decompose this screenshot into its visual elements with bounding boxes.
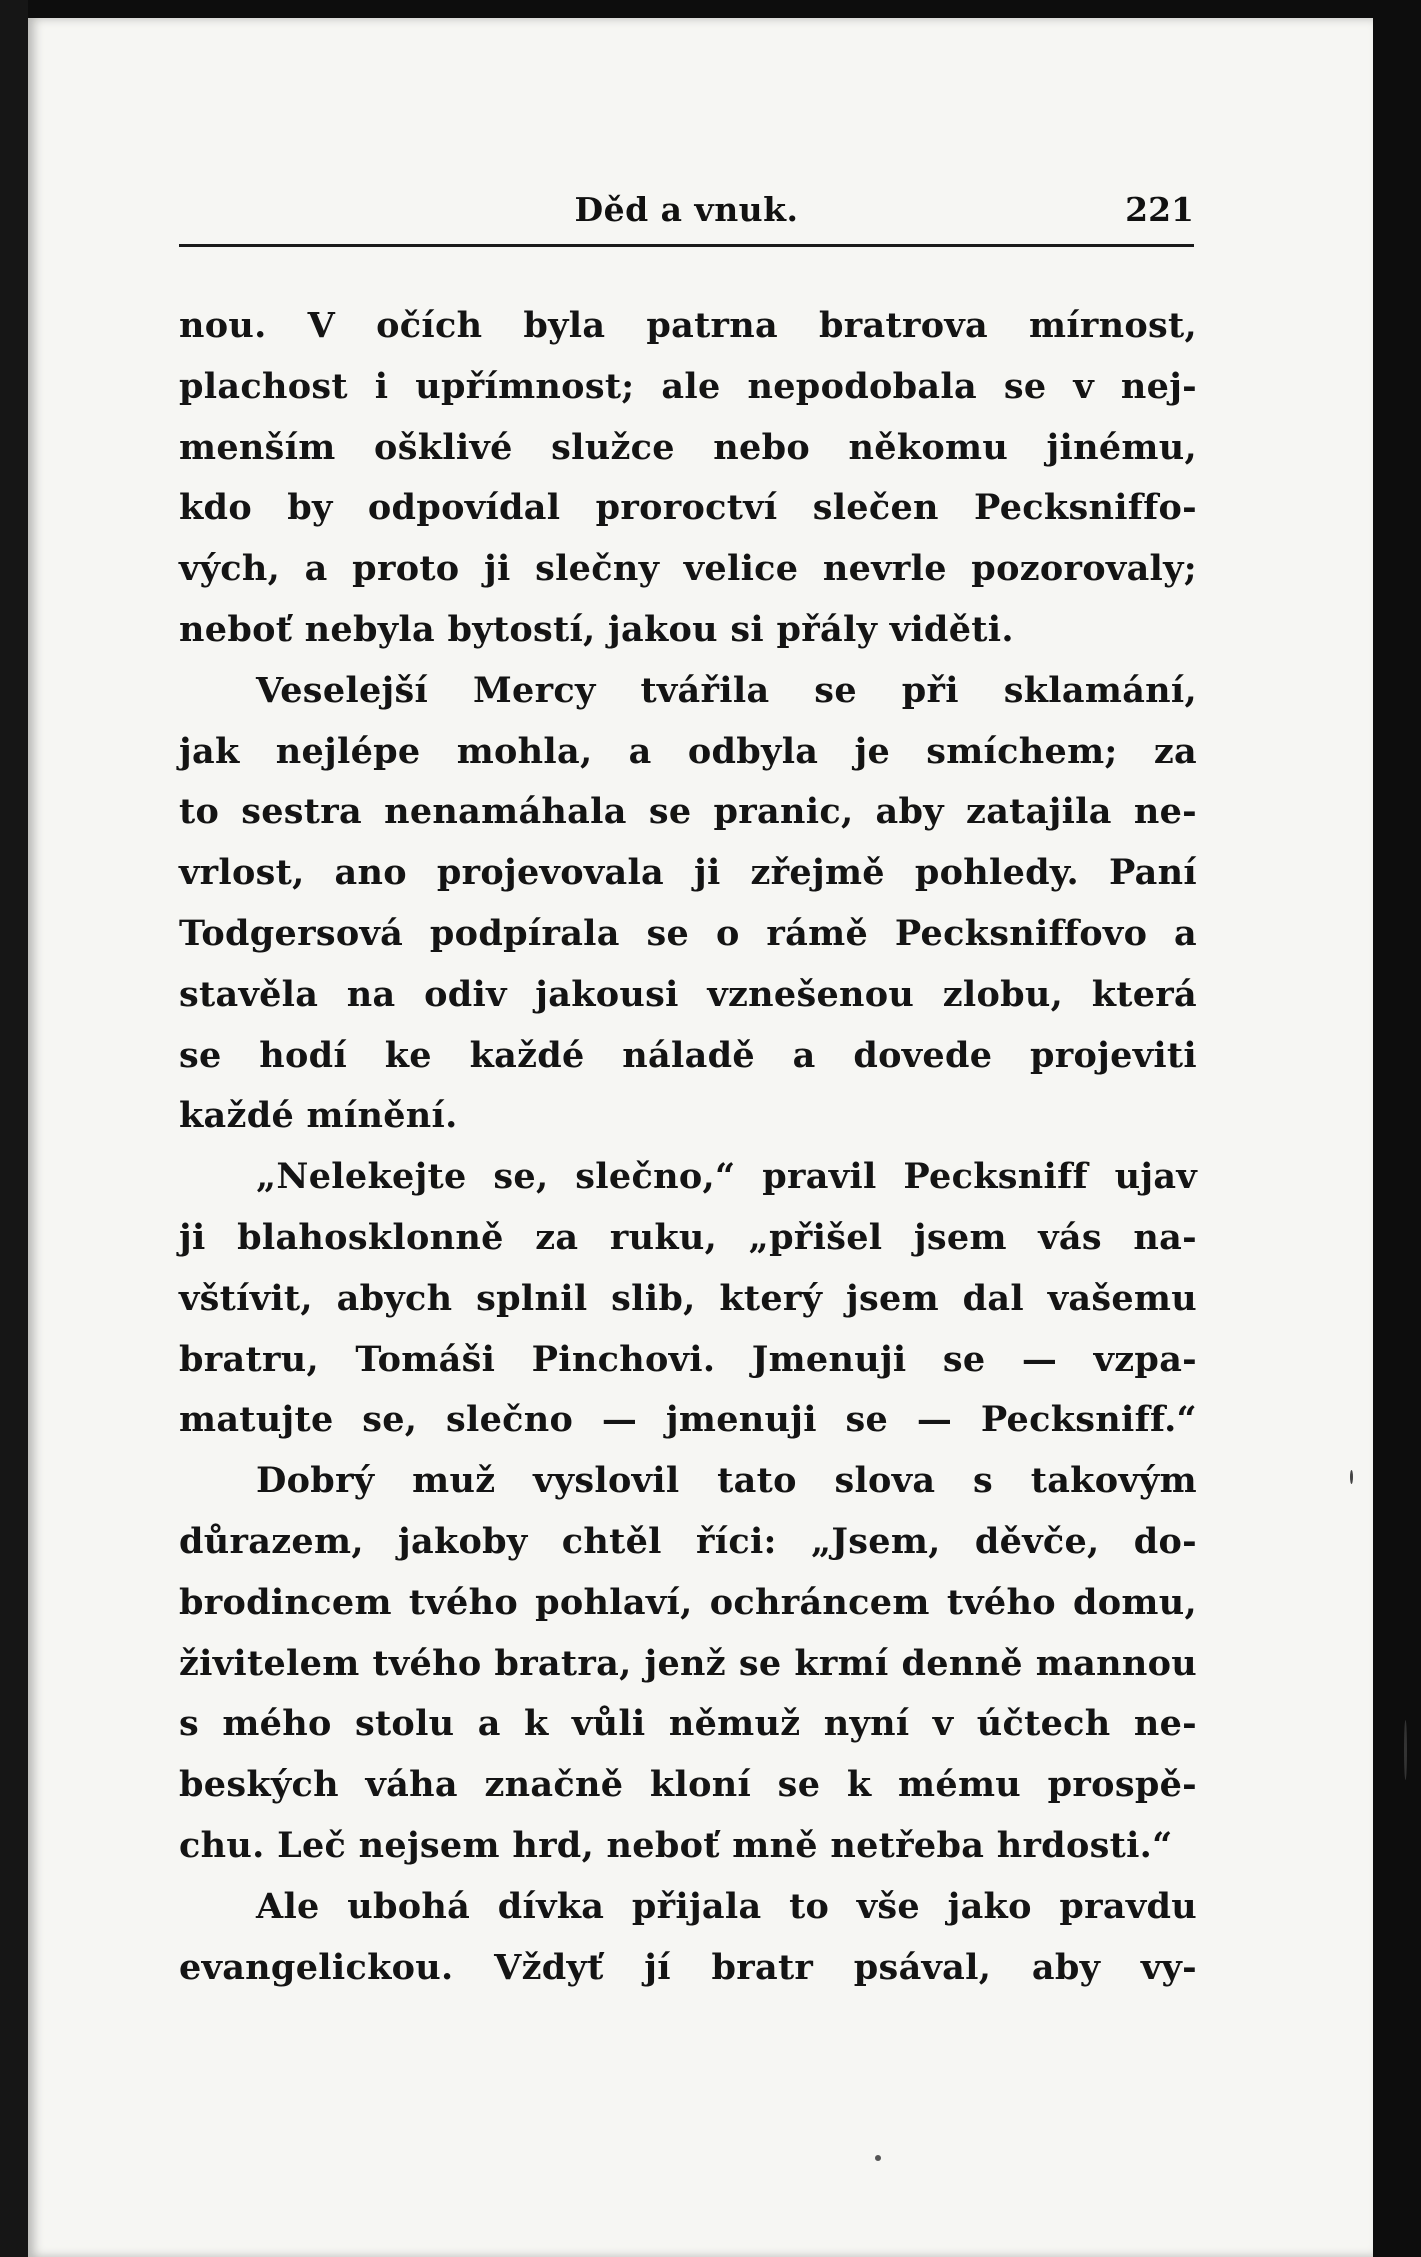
text-line: stavěla na odiv jakousi vznešenou zlobu, která [179,973,1197,1015]
text-line: se hodí ke každé náladě a dovede projeviti [179,1034,1197,1076]
text-line: ji blahosklonně za ruku, „přišel jsem vás na- [179,1216,1197,1258]
text-line: beských váha značně kloní se k mému prospě- [179,1764,1197,1806]
text-line: Veselejší Mercy tvářila se při sklamání, [256,669,1197,711]
page-header [179,172,1194,242]
text-line: Ale ubohá dívka přijala to vše jako pravdu [256,1885,1197,1927]
text-line: „Nelekejte se, slečno,“ pravil Pecksniff ujav [256,1156,1197,1198]
text-line: s mého stolu a k vůli němuž nyní v účtech ne- [179,1703,1197,1745]
text-line: důrazem, jakoby chtěl říci: „Jsem, děvče, do- [179,1520,1197,1562]
text-line: jak nejlépe mohla, a odbyla je smíchem; za [179,730,1197,772]
scan-speck [1350,1470,1353,1484]
page-number: 221 [1125,190,1194,229]
text-line: vých, a proto ji slečny velice nevrle pozorovaly; [179,548,1197,590]
text-line: menším ošklivé služce nebo někomu jinému, [179,426,1197,468]
text-line: každé mínění. [179,1095,458,1137]
text-line: neboť nebyla bytostí, jakou si přály viděti. [179,608,1014,650]
text-line: brodincem tvého pohlaví, ochráncem tvého domu, [179,1581,1197,1623]
text-line: vštívit, abych splnil slib, který jsem dal vašemu [179,1277,1197,1319]
body-text [179,296,1197,1998]
header-rule [179,244,1194,247]
scan-speck [1404,1720,1407,1780]
binding-edge [0,0,28,2257]
text-line: chu. Leč nejsem hrd, neboť mně netřeba hrdosti.“ [179,1824,1173,1866]
scan-speck [875,2155,881,2161]
text-line: plachost i upřímnost; ale nepodobala se v nej- [179,365,1197,407]
text-line: kdo by odpovídal proroctví slečen Pecksniffo- [179,487,1197,529]
text-line: Todgersová podpírala se o rámě Pecksniffovo a [179,912,1197,954]
running-title: Děd a vnuk. [574,190,799,229]
text-line: nou. V očích byla patrna bratrova mírnost, [179,305,1197,346]
text-line: vrlost, ano projevovala ji zřejmě pohledy. Paní [179,852,1197,894]
text-line: živitelem tvého bratra, jenž se krmí denně mannou [179,1642,1197,1684]
text-line: Dobrý muž vyslovil tato slova s takovým [256,1460,1197,1502]
text-line: evangelickou. Vždyť jí bratr psával, aby vy- [179,1946,1197,1988]
text-line: bratru, Tomáši Pinchovi. Jmenuji se — vzpa- [179,1338,1197,1380]
text-line: to sestra nenamáhala se pranic, aby zatajila ne- [179,791,1197,833]
text-line: matujte se, slečno — jmenuji se — Pecksniff.“ [179,1399,1197,1441]
